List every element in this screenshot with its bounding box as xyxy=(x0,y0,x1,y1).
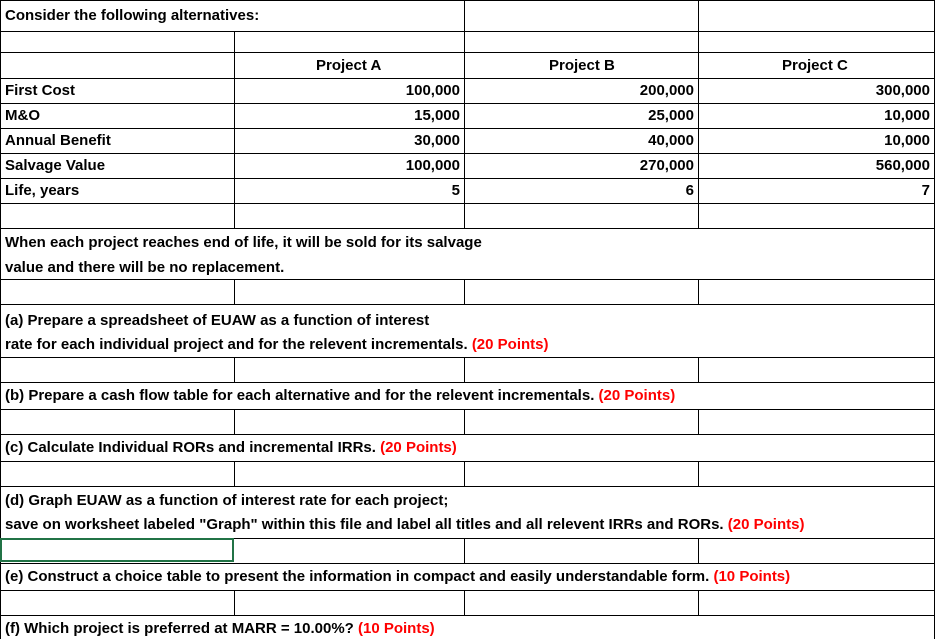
grid-line xyxy=(464,31,465,228)
question-e: (e) Construct a choice table to present the information in compact and easily understandable form. (10 Points) xyxy=(5,568,791,585)
row-label-annual-benefit: Annual Benefit xyxy=(5,132,111,149)
question-b: (b) Prepare a cash flow table for each alternative and for the relevent incrementals. (20 Points) xyxy=(5,387,676,404)
grid-line xyxy=(698,409,699,434)
grid-line xyxy=(0,78,935,79)
cell-value[interactable]: 6 xyxy=(685,182,694,199)
grid-line xyxy=(0,31,935,32)
row-label-salvage-value: Salvage Value xyxy=(5,157,106,174)
row-label-life-years: Life, years xyxy=(5,182,80,199)
active-cell-selection[interactable] xyxy=(0,538,234,562)
grid-line xyxy=(0,52,935,53)
cell-value[interactable]: 7 xyxy=(921,182,930,199)
grid-line xyxy=(0,461,935,462)
cell-value[interactable]: 15,000 xyxy=(414,107,460,124)
question-a-line-2: rate for each individual project and for the relevent incrementals. (20 Points) xyxy=(5,336,549,353)
grid-line xyxy=(698,0,699,31)
grid-line xyxy=(698,31,699,228)
grid-line xyxy=(234,31,235,228)
note-line-1: When each project reaches end of life, it will be sold for its salvage xyxy=(5,234,482,251)
grid-line xyxy=(0,590,935,591)
grid-line xyxy=(0,153,935,154)
grid-line xyxy=(0,178,935,179)
question-a-line-1: (a) Prepare a spreadsheet of EUAW as a function of interest xyxy=(5,312,430,329)
question-c: (c) Calculate Individual RORs and incremental IRRs. (20 Points) xyxy=(5,439,457,456)
grid-line xyxy=(698,357,699,382)
header-project-a: Project A xyxy=(316,57,382,74)
cell-value[interactable]: 10,000 xyxy=(884,132,930,149)
header-project-c: Project C xyxy=(782,57,848,74)
cell-value[interactable]: 10,000 xyxy=(884,107,930,124)
grid-line xyxy=(0,434,935,435)
question-a-points: (20 Points) xyxy=(471,336,549,353)
cell-value[interactable]: 100,000 xyxy=(405,157,460,174)
grid-line xyxy=(698,279,699,304)
row-label-first-cost: First Cost xyxy=(5,82,76,99)
question-c-points: (20 Points) xyxy=(380,439,457,456)
grid-line xyxy=(0,563,935,564)
cell-value[interactable]: 270,000 xyxy=(639,157,694,174)
grid-line xyxy=(464,0,465,31)
grid-line xyxy=(0,279,935,280)
grid-line xyxy=(0,0,935,1)
grid-line xyxy=(0,357,935,358)
question-e-points: (10 Points) xyxy=(713,568,791,585)
cell-value[interactable]: 100,000 xyxy=(405,82,460,99)
cell-value[interactable]: 5 xyxy=(451,182,460,199)
grid-line xyxy=(0,304,935,305)
cell-value[interactable]: 560,000 xyxy=(875,157,930,174)
note-line-2: value and there will be no replacement. xyxy=(5,259,285,276)
grid-line xyxy=(464,357,465,382)
cell-value[interactable]: 40,000 xyxy=(648,132,694,149)
question-d-line-2: save on worksheet labeled "Graph" within this file and label all titles and all relevent IRRs and RORs. (20 Points) xyxy=(5,516,805,533)
row-label-m-and-o: M&O xyxy=(5,107,40,124)
question-d-line-1: (d) Graph EUAW as a function of interest rate for each project; xyxy=(5,492,449,509)
grid-line xyxy=(0,486,935,487)
question-d-points: (20 Points) xyxy=(727,516,805,533)
header-project-b: Project B xyxy=(549,57,615,74)
grid-line xyxy=(698,538,699,563)
grid-line xyxy=(0,128,935,129)
grid-line xyxy=(0,228,935,229)
grid-line xyxy=(0,103,935,104)
grid-line xyxy=(234,590,235,615)
intro-text: Consider the following alternatives: xyxy=(5,7,260,24)
cell-value[interactable]: 25,000 xyxy=(648,107,694,124)
grid-line xyxy=(234,461,235,486)
grid-line xyxy=(0,615,935,616)
question-f: (f) Which project is preferred at MARR = 10.00%? (10 Points) xyxy=(5,620,435,637)
grid-line xyxy=(234,279,235,304)
grid-line xyxy=(234,409,235,434)
grid-line xyxy=(698,590,699,615)
grid-line xyxy=(234,357,235,382)
question-b-points: (20 Points) xyxy=(598,387,676,404)
grid-line xyxy=(464,590,465,615)
grid-line xyxy=(0,409,935,410)
cell-value[interactable]: 30,000 xyxy=(414,132,460,149)
question-f-points: (10 Points) xyxy=(358,620,435,637)
grid-line xyxy=(698,461,699,486)
grid-line xyxy=(0,382,935,383)
grid-line xyxy=(464,461,465,486)
grid-line xyxy=(464,538,465,563)
grid-line xyxy=(0,203,935,204)
cell-value[interactable]: 300,000 xyxy=(875,82,930,99)
grid-line xyxy=(464,409,465,434)
cell-value[interactable]: 200,000 xyxy=(639,82,694,99)
grid-line xyxy=(464,279,465,304)
